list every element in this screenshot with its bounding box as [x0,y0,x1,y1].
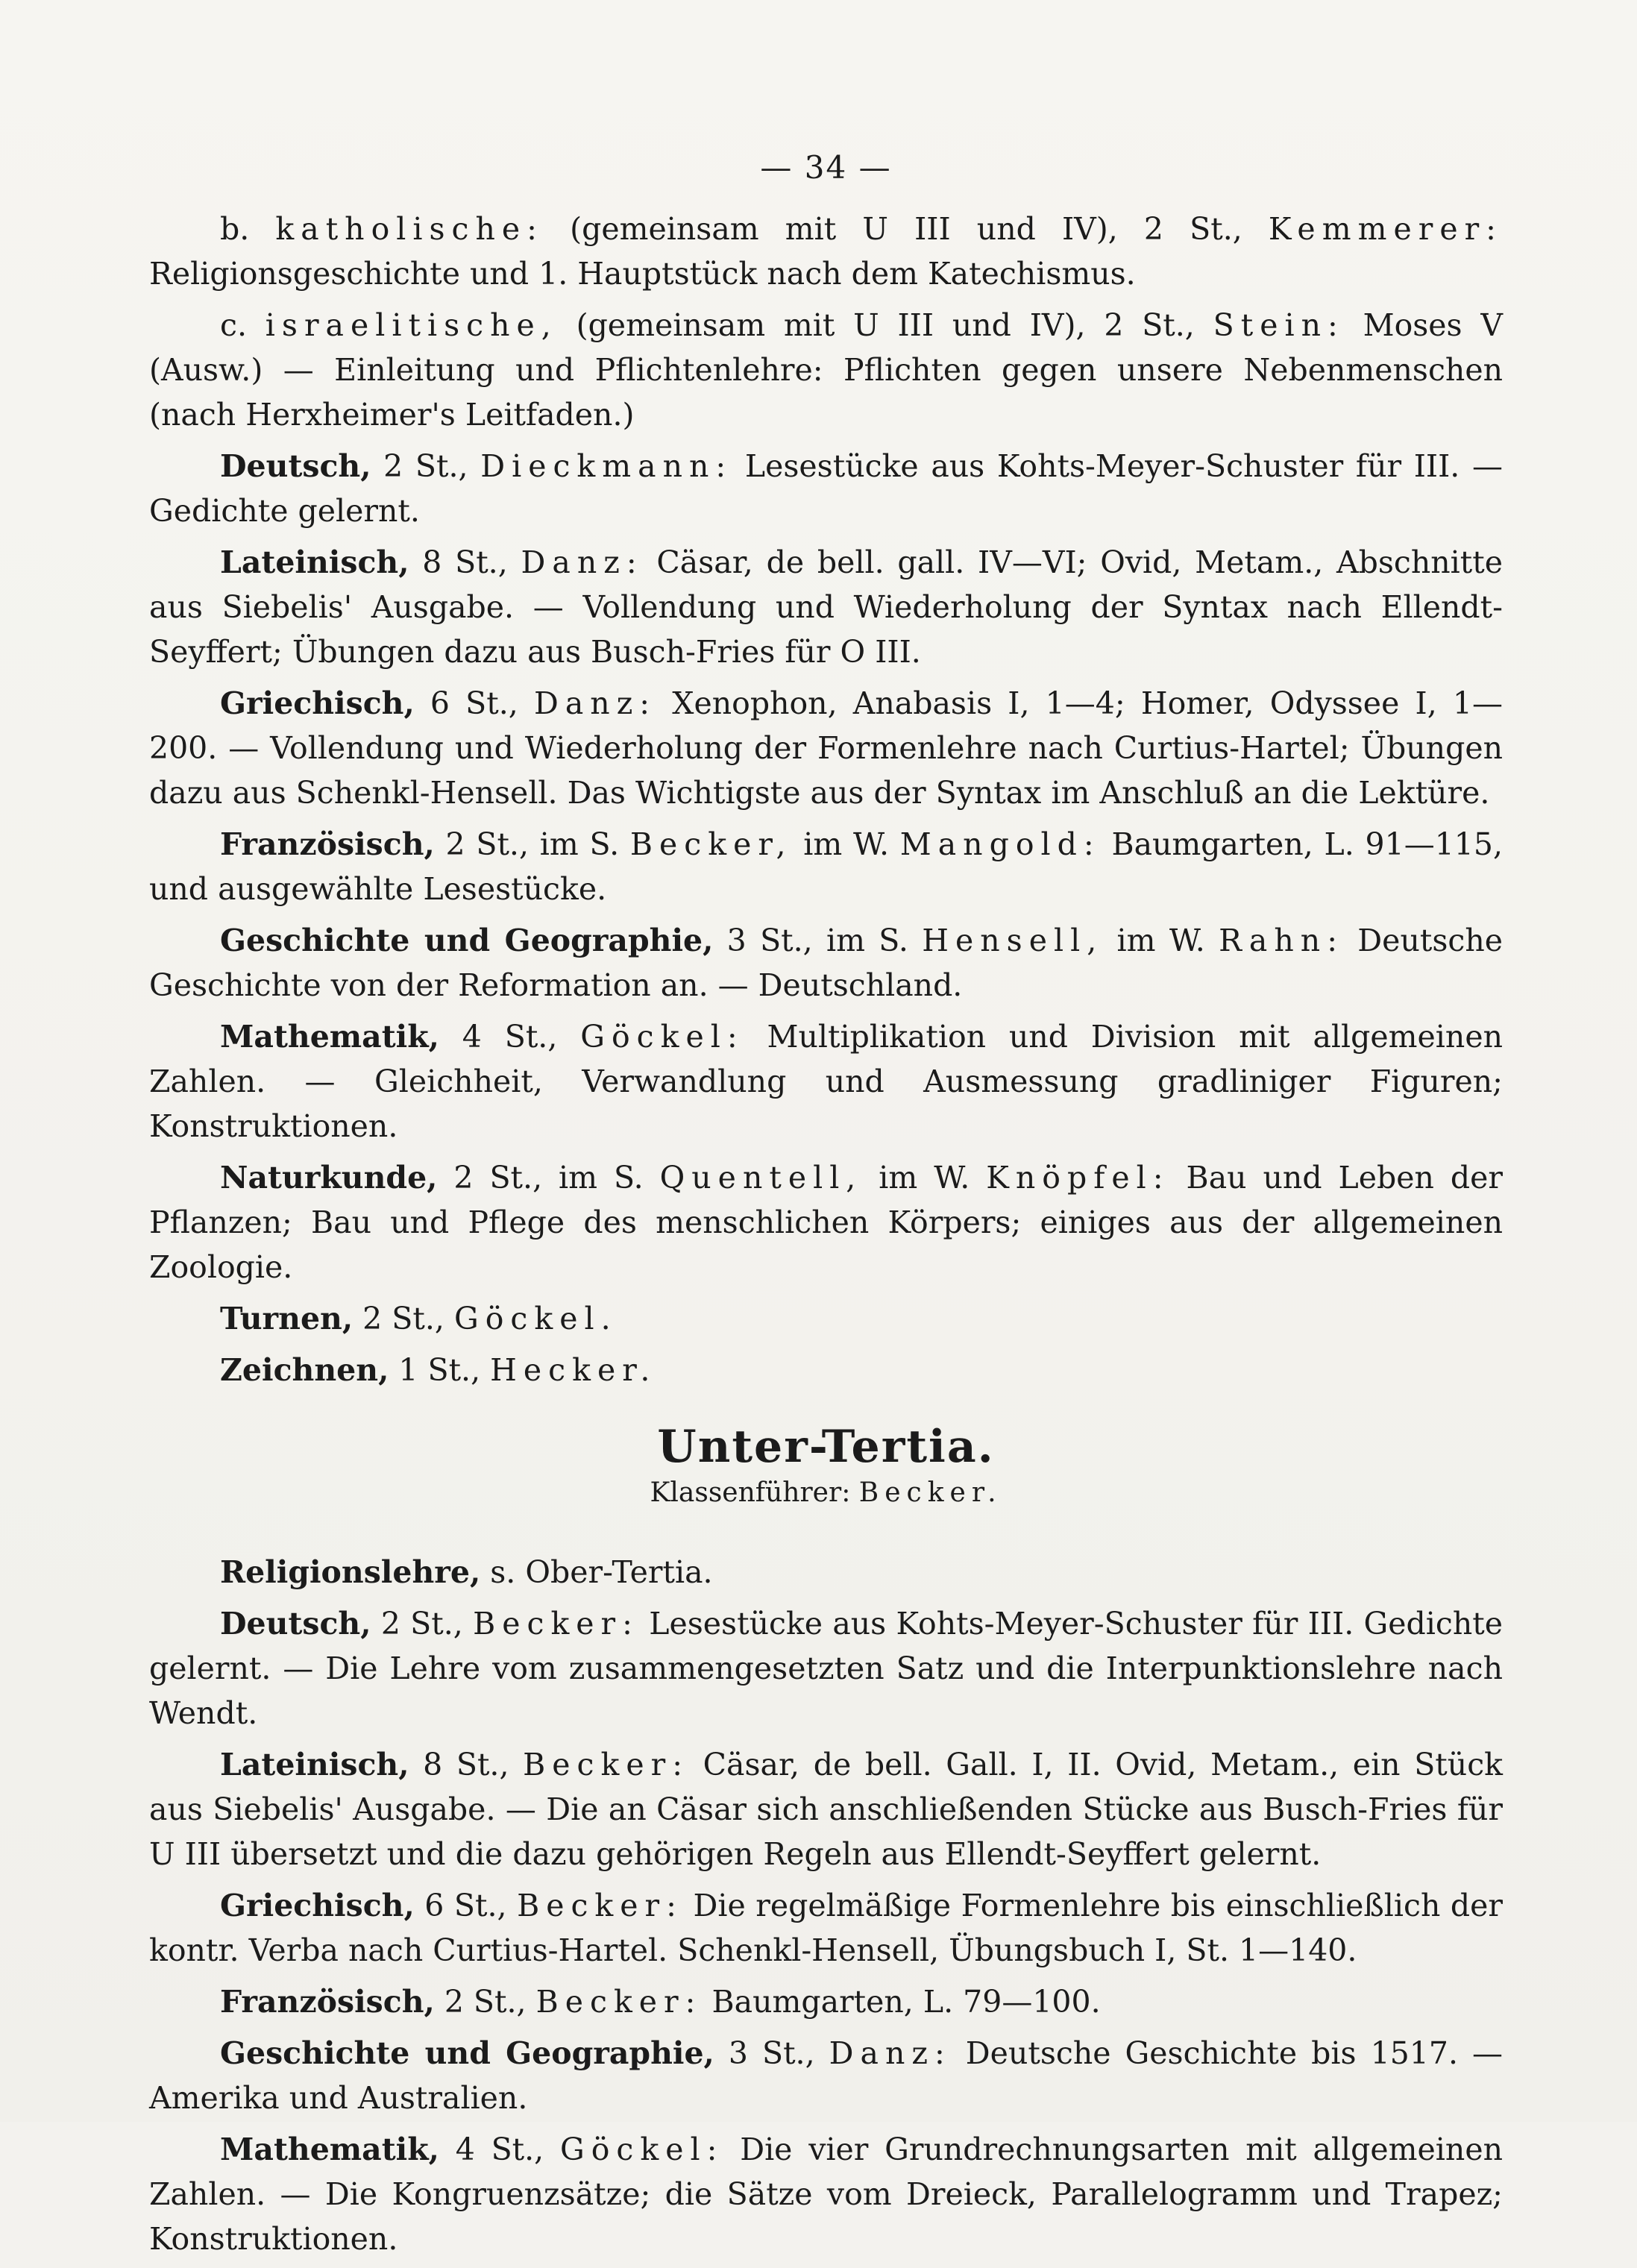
paragraph-text: Die vier Grundrechnungsarten mit allgemeinen Zahlen. — Die Kongruenzsätze; die Sätze vom Dreieck, Parallelogramm und Trapez; Konstruktionen. [149,2132,1503,2257]
paragraph-text: im W. [862,1160,987,1196]
paragraph-text: Cäsar, de bell. Gall. I, II. Ovid, Metam., ein Stück aus Siebelis' Ausgabe. — Die an Cäsar sich anschließenden Stücke aus Busch-Fries für U III übersetzt und die dazu gehörigen Regeln aus Ellendt-Seyffert gelernt. [149,1747,1503,1872]
subject-paragraph [149,1296,1503,1341]
paragraph-text: s. Ober-Tertia. [480,1554,713,1590]
subject-heading: Zeichnen, [220,1352,389,1388]
teacher-name: Mangold: [899,826,1101,862]
paragraph-text: c. [220,307,265,343]
subject-heading: Französisch, [220,826,435,862]
paragraph-text: Deutsche Geschichte bis 1517. — Amerika und Australien. [149,2035,1504,2116]
subject-paragraph [149,1601,1503,1735]
subject-paragraph [149,918,1503,1008]
subject-heading: Deutsch, [220,1606,371,1642]
teacher-name: Dieckmann: [480,448,733,484]
curriculum-unter-tertia [149,1550,1503,2261]
subject-heading: Lateinisch, [220,1747,409,1782]
subject-paragraph [149,1014,1503,1149]
paragraph-text: 2 St., im S. [434,826,630,862]
teacher-name: Quentell, [659,1160,863,1196]
teacher-name: Becker: [473,1606,639,1642]
paragraph-text: 3 St., im S. [713,923,923,958]
paragraph-text: Xenophon, Anabasis I, 1—4; Homer, Odyssee I, 1—200. — Vollendung und Wiederholung der Formenlehre nach Curtius-Hartel; Übungen dazu aus Schenkl-Hensell. Das Wichtigste aus der Syntax im Anschluß an die Lektüre. [149,685,1503,811]
subject-heading: Griechisch, [220,1888,415,1923]
paragraph-text: Lesestücke aus Kohts-Meyer-Schuster für III. — Gedichte gelernt. [149,448,1504,529]
paragraph-text: 6 St., [414,1888,518,1923]
teacher-name: Göckel: [580,1019,744,1055]
page-number: — 34 — [760,149,892,186]
teacher-name: Hecker. [490,1352,657,1388]
paragraph-text: b. [220,211,276,247]
teacher-name: Rahn: [1219,923,1345,958]
subject-heading: Mathematik, [220,2132,439,2167]
subject-heading: Französisch, [220,1984,435,2020]
teacher-name: Stein: [1213,307,1345,343]
paragraph-text: Cäsar, de bell. gall. IV—VI; Ovid, Metam., Abschnitte aus Siebelis' Ausgabe. — Vollendung und Wiederholung der Syntax nach Ellendt-Seyffert; Übungen dazu aus Busch-Fries für O III. [149,544,1504,670]
paragraph-text: im W. [1103,923,1219,958]
class-teacher-label: Klassenführer: [650,1477,859,1508]
teacher-name: Göckel: [559,2132,724,2167]
teacher-name: Göckel. [453,1301,618,1336]
subject-heading: Mathematik, [220,1019,439,1055]
teacher-name: Becker: [517,1888,683,1923]
paragraph-text: 2 St., [353,1301,454,1336]
paragraph-text: Baumgarten, L. 91—115, und ausgewählte Lesestücke. [149,826,1503,907]
teacher-name: Kemmerer: [1268,211,1503,247]
subject-heading: Geschichte und Geographie, [220,923,714,958]
subject-heading: Naturkunde, [220,1160,438,1196]
subject-paragraph [149,1550,1503,1595]
subject-paragraph [149,540,1503,674]
paragraph-text: 4 St., [439,2132,560,2167]
paragraph-text: 3 St., [714,2035,829,2071]
subject-paragraph [149,1742,1503,1876]
teacher-name: Knöpfel: [986,1160,1170,1196]
paragraph-text: (gemeinsam mit U III und IV), 2 St., [557,307,1213,343]
teacher-name: Danz: [521,544,644,580]
paragraph-text: 2 St., [371,448,481,484]
paragraph-text: Religionsgeschichte und 1. Hauptstück nach dem Katechismus. [149,256,1136,292]
subject-heading: Religionslehre, [220,1554,481,1590]
subject-heading: Deutsch, [220,448,371,484]
paragraph-text: Multiplikation und Division mit allgemeinen Zahlen. — Gleichheit, Verwandlung und Ausmessung gradliniger Figuren; Konstruktionen. [149,1019,1503,1144]
curriculum-ober-tertia-continued [149,207,1503,1392]
subject-paragraph [149,207,1503,296]
teacher-name: Becker: [523,1747,690,1782]
subject-heading: Lateinisch, [220,544,409,580]
subject-heading: Geschichte und Geographie, [220,2035,714,2071]
paragraph-text: Moses V (Ausw.) — Einleitung und Pflichtenlehre: Pflichten gegen unsere Nebenmenschen (nach Herxheimer's Leitfaden.) [149,307,1503,433]
paragraph-text: 8 St., [409,1747,524,1782]
class-teacher-line [149,1477,1503,1508]
paragraph-text: Lesestücke aus Kohts-Meyer-Schuster für III. Gedichte gelernt. — Die Lehre vom zusammengesetzten Satz und die Interpunktionslehre nach Wendt. [149,1606,1503,1731]
paragraph-text: 1 St., [389,1352,491,1388]
subject-paragraph [149,2127,1503,2261]
paragraph-text: (gemeinsam mit U III und IV), 2 St., [544,211,1269,247]
subject-paragraph [149,681,1503,815]
teacher-name: Danz: [829,2035,952,2071]
teacher-name: Becker, [629,826,793,862]
paragraph-text: 4 St., [439,1019,581,1055]
subject-paragraph [149,1348,1503,1392]
paragraph-text: Deutsche Geschichte von der Reformation an. — Deutschland. [149,923,1503,1003]
subject-heading: Turnen, [220,1301,354,1336]
subject-paragraph [149,822,1503,911]
paragraph-text: im W. [792,826,900,862]
subject-paragraph [149,444,1503,533]
subject-heading: Griechisch, [220,685,415,721]
subject-paragraph [149,2031,1503,2120]
class-teacher-name: Becker. [858,1477,1002,1508]
subject-paragraph [149,303,1503,437]
paragraph-text: Die regelmäßige Formenlehre bis einschließlich der kontr. Verba nach Curtius-Hartel. Schenkl-Hensell, Übungsbuch I, St. 1—140. [149,1888,1504,1968]
paragraph-text: 2 St., im S. [437,1160,660,1196]
teacher-name: Hensell, [922,923,1104,958]
paragraph-text: 2 St., [371,1606,474,1642]
subject-paragraph [149,1155,1503,1290]
subject-paragraph [149,1979,1503,2024]
subject-paragraph [149,1883,1503,1973]
section-title: Unter-Tertia. [657,1421,995,1473]
teacher-name: katholische: [275,211,544,247]
paragraph-text: Bau und Leben der Pflanzen; Bau und Pflege des menschlichen Körpers; einiges aus der allgemeinen Zoologie. [149,1160,1504,1285]
page-content [149,149,1503,2268]
teacher-name: Danz: [533,685,657,721]
teacher-name: israelitische, [265,307,558,343]
paragraph-text: 8 St., [409,544,521,580]
teacher-name: Becker: [535,1984,703,2020]
paragraph-text: 2 St., [434,1984,536,2020]
paragraph-text: 6 St., [414,685,534,721]
paragraph-text: Baumgarten, L. 79—100. [702,1984,1101,2020]
